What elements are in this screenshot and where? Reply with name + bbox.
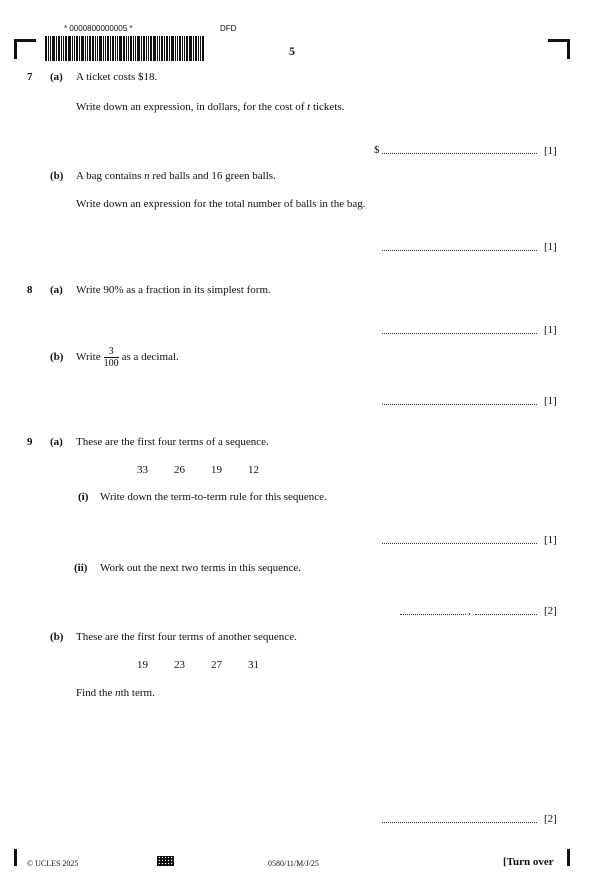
- q9b-sequence: [137, 659, 259, 671]
- barcode-bar: [79, 36, 80, 61]
- barcode-bar: [161, 36, 163, 61]
- sequence-term: 27: [211, 659, 222, 671]
- q7b-answer-line[interactable]: [382, 250, 537, 251]
- q9b-marks: [2]: [544, 813, 557, 825]
- corner-mark-top-left-v: [14, 39, 17, 59]
- barcode-bar: [107, 36, 109, 61]
- barcode-bar: [141, 36, 142, 61]
- q9a-label: (a): [50, 436, 63, 448]
- sequence-term: 19: [211, 464, 222, 476]
- barcode-bar: [130, 36, 132, 61]
- barcode-bar: [92, 36, 94, 61]
- q9aii-marks: [2]: [544, 605, 557, 617]
- barcode-bar: [179, 36, 181, 61]
- q9ai-answer-line[interactable]: [382, 543, 537, 544]
- barcode-bar: [112, 36, 114, 61]
- barcode-bar: [50, 36, 51, 61]
- barcode-bar: [200, 36, 201, 61]
- barcode-bar: [133, 36, 134, 61]
- barcode-bar: [56, 36, 57, 61]
- q9aii-separator: ,: [468, 605, 471, 617]
- barcode-bar: [137, 36, 140, 61]
- barcode-bar: [48, 36, 49, 61]
- q8a-marks: [1]: [544, 324, 557, 336]
- q9b-label: (b): [50, 631, 64, 643]
- barcode-bar: [95, 36, 96, 61]
- barcode-bar: [99, 36, 102, 61]
- q7a-dollar-sign: $: [374, 144, 380, 156]
- barcode-bar: [182, 36, 183, 61]
- barcode-bar: [72, 36, 73, 61]
- barcode-bar: [76, 36, 78, 61]
- barcode-bar: [68, 36, 71, 61]
- q9aii-label: (ii): [74, 562, 88, 574]
- barcode-bar: [175, 36, 176, 61]
- barcode-image: [45, 36, 218, 61]
- corner-mark-top-left-h: [14, 39, 36, 42]
- barcode-bar: [184, 36, 185, 61]
- barcode-bar: [103, 36, 104, 61]
- q8a-label: (a): [50, 284, 63, 296]
- q8a-answer-line[interactable]: [382, 333, 537, 334]
- barcode-bar: [119, 36, 122, 61]
- barcode-bar: [171, 36, 174, 61]
- barcode-bar: [198, 36, 199, 61]
- barcode-bar: [123, 36, 125, 61]
- question-number-9: 9: [27, 436, 33, 448]
- barcode-number: * 0000800000005 *: [64, 24, 133, 33]
- q7b-instruction: Write down an expression for the total number of balls in the bag.: [76, 198, 366, 210]
- page-number: 5: [289, 44, 295, 58]
- dfd-label: DFD: [220, 24, 237, 33]
- barcode-bar: [143, 36, 145, 61]
- barcode-bar: [63, 36, 64, 61]
- question-number-8: 8: [27, 284, 33, 296]
- q9aii-answer-line-2[interactable]: [475, 614, 537, 615]
- q9aii-answer-line-1[interactable]: [400, 614, 466, 615]
- sequence-term: 31: [248, 659, 259, 671]
- corner-mark-bottom-left: [14, 849, 17, 866]
- barcode-bar: [157, 36, 158, 61]
- barcode-bar: [202, 36, 204, 61]
- barcode-bar: [117, 36, 118, 61]
- q7a-answer-line[interactable]: [382, 153, 537, 154]
- barcode-bar: [186, 36, 188, 61]
- sequence-term: 12: [248, 464, 259, 476]
- q9ai-text: Write down the term-to-term rule for this sequence.: [100, 491, 327, 503]
- barcode-bar: [135, 36, 136, 61]
- barcode-bar: [193, 36, 194, 61]
- barcode-bar: [65, 36, 67, 61]
- q9aii-text: Work out the next two terms in this sequence.: [100, 562, 302, 574]
- barcode-bar: [97, 36, 98, 61]
- paper-code: 0580/11/M/J/25: [268, 859, 319, 868]
- q9a-sequence: [137, 464, 259, 476]
- barcode-bar: [58, 36, 60, 61]
- q7a-label: (a): [50, 71, 63, 83]
- barcode-bar: [148, 36, 149, 61]
- barcode-bar: [105, 36, 106, 61]
- q7b-marks: [1]: [544, 241, 557, 253]
- barcode-bar: [61, 36, 62, 61]
- copyright: © UCLES 2025: [27, 859, 79, 868]
- turn-over: [Turn over: [503, 856, 554, 868]
- barcode-bar: [146, 36, 147, 61]
- q7a-text: A ticket costs $18.: [76, 71, 158, 83]
- q8b-text: Write $\frac{3}{100}$ as a decimal.: [76, 345, 179, 369]
- q9b-instruction: Find the nth term.: [76, 687, 155, 699]
- q8b-label: (b): [50, 351, 64, 363]
- barcode-bar: [177, 36, 178, 61]
- q9a-text: These are the first four terms of a sequence.: [76, 436, 269, 448]
- barcode-bar: [74, 36, 75, 61]
- fraction-3-over-100: $\frac{3}{100}$: [103, 345, 119, 369]
- barcode-bar: [126, 36, 127, 61]
- barcode-bar: [89, 36, 91, 61]
- q9ai-label: (i): [78, 491, 89, 503]
- sequence-term: 23: [174, 659, 185, 671]
- barcode-bar: [128, 36, 129, 61]
- q7b-text: A bag contains n red balls and 16 green balls.: [76, 170, 276, 182]
- q9ai-marks: [1]: [544, 534, 557, 546]
- sequence-term: 33: [137, 464, 148, 476]
- barcode-bar: [110, 36, 111, 61]
- q9b-text: These are the first four terms of another sequence.: [76, 631, 297, 643]
- barcode-bar: [150, 36, 152, 61]
- barcode-bar: [169, 36, 170, 61]
- q9b-answer-line[interactable]: [382, 822, 537, 823]
- q7a-instruction: Write down an expression, in dollars, for the cost of t tickets.: [76, 101, 345, 113]
- barcode-bar: [52, 36, 55, 61]
- sequence-term: 19: [137, 659, 148, 671]
- q8a-text: Write 90% as a fraction in its simplest form.: [76, 284, 271, 296]
- corner-mark-top-right-v: [567, 39, 570, 59]
- q7a-marks: [1]: [544, 145, 557, 157]
- barcode-bar: [45, 36, 47, 61]
- corner-mark-bottom-right: [567, 849, 570, 866]
- barcode-bar: [166, 36, 168, 61]
- q8b-marks: [1]: [544, 395, 557, 407]
- q8b-answer-line[interactable]: [382, 404, 537, 405]
- barcode-bar: [189, 36, 192, 61]
- barcode-bar: [81, 36, 84, 61]
- barcode-bar: [85, 36, 86, 61]
- sequence-term: 26: [174, 464, 185, 476]
- barcode-bar: [195, 36, 197, 61]
- barcode-bar: [87, 36, 88, 61]
- qr-code-icon: [157, 856, 174, 866]
- barcode-bar: [115, 36, 116, 61]
- barcode-bar: [153, 36, 156, 61]
- q7b-label: (b): [50, 170, 64, 182]
- barcode-bar: [159, 36, 160, 61]
- question-number-7: 7: [27, 71, 33, 83]
- barcode-bar: [164, 36, 165, 61]
